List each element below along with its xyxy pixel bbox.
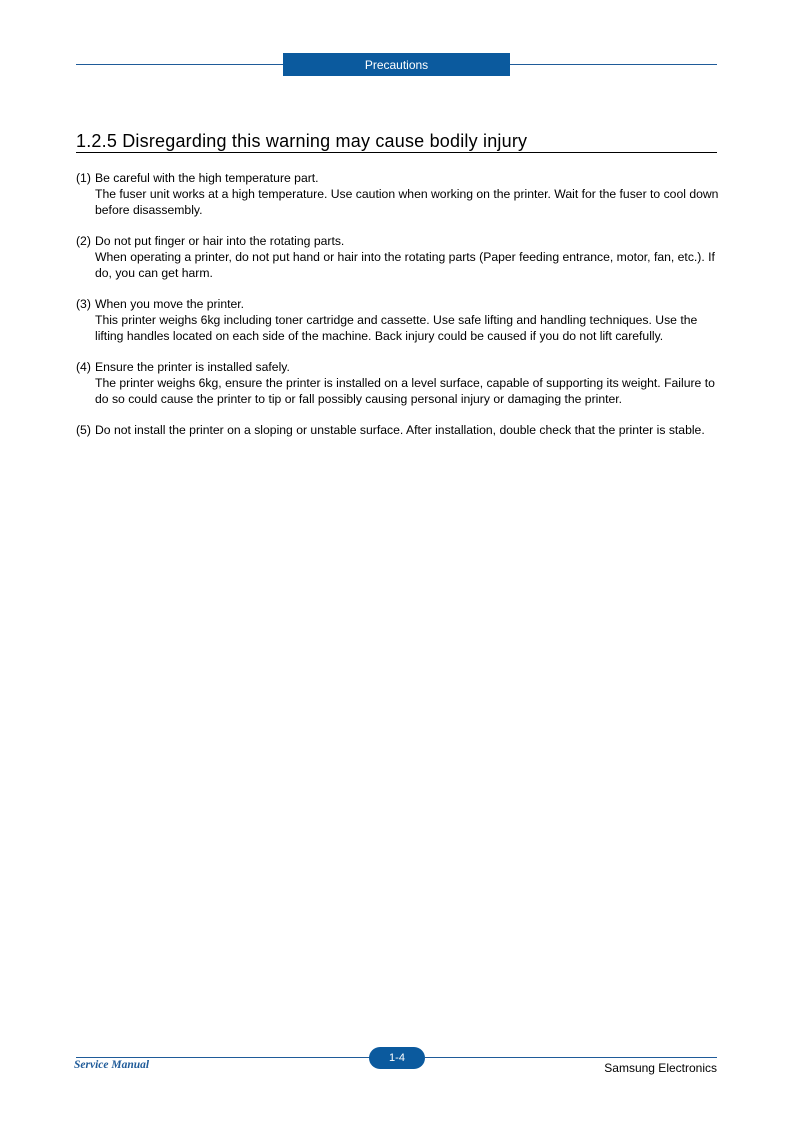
list-item (76, 359, 721, 407)
precaution-list (76, 170, 721, 453)
section-title: 1.2.5 Disregarding this warning may cause bodily injury (76, 130, 717, 153)
item-number: (1) (76, 171, 91, 185)
footer-company-label: Samsung Electronics (604, 1061, 717, 1075)
item-number: (5) (76, 423, 91, 437)
page-number-badge: 1-4 (369, 1047, 425, 1069)
header-rule-right (510, 64, 717, 65)
list-item (76, 170, 721, 218)
list-item (76, 233, 721, 281)
item-heading: Ensure the printer is installed safely. (95, 360, 290, 374)
list-item (76, 422, 721, 438)
item-heading: Do not install the printer on a sloping or unstable surface. After installation, double check that the printer is stable. (95, 423, 705, 437)
item-heading: Do not put finger or hair into the rotating parts. (95, 234, 345, 248)
item-number: (4) (76, 360, 91, 374)
item-body: When operating a printer, do not put hand or hair into the rotating parts (Paper feeding entrance, motor, fan, etc.). If do, you can get harm. (95, 250, 715, 280)
footer-manual-label: Service Manual (74, 1059, 150, 1071)
item-heading: When you move the printer. (95, 297, 245, 311)
footer-rule-right (425, 1057, 717, 1058)
list-item (76, 296, 721, 344)
header-tab: Precautions (283, 53, 510, 76)
item-heading: Be careful with the high temperature part. (95, 171, 319, 185)
item-body: The printer weighs 6kg, ensure the printer is installed on a level surface, capable of supporting its weight. Failure to do so could cause the printer to tip or fall possibly causing personal injury or damaging the printer. (95, 376, 715, 406)
header-rule-left (76, 64, 283, 65)
item-number: (3) (76, 297, 91, 311)
item-body: The fuser unit works at a high temperature. Use caution when working on the printer. Wait for the fuser to cool down before disassembly. (95, 187, 719, 217)
item-number: (2) (76, 234, 91, 248)
footer-rule-left (76, 1057, 371, 1058)
item-body: This printer weighs 6kg including toner cartridge and cassette. Use safe lifting and handling techniques. Use the lifting handles located on each side of the machine. Back injury could be caused if you do not lift carefully. (95, 313, 698, 343)
